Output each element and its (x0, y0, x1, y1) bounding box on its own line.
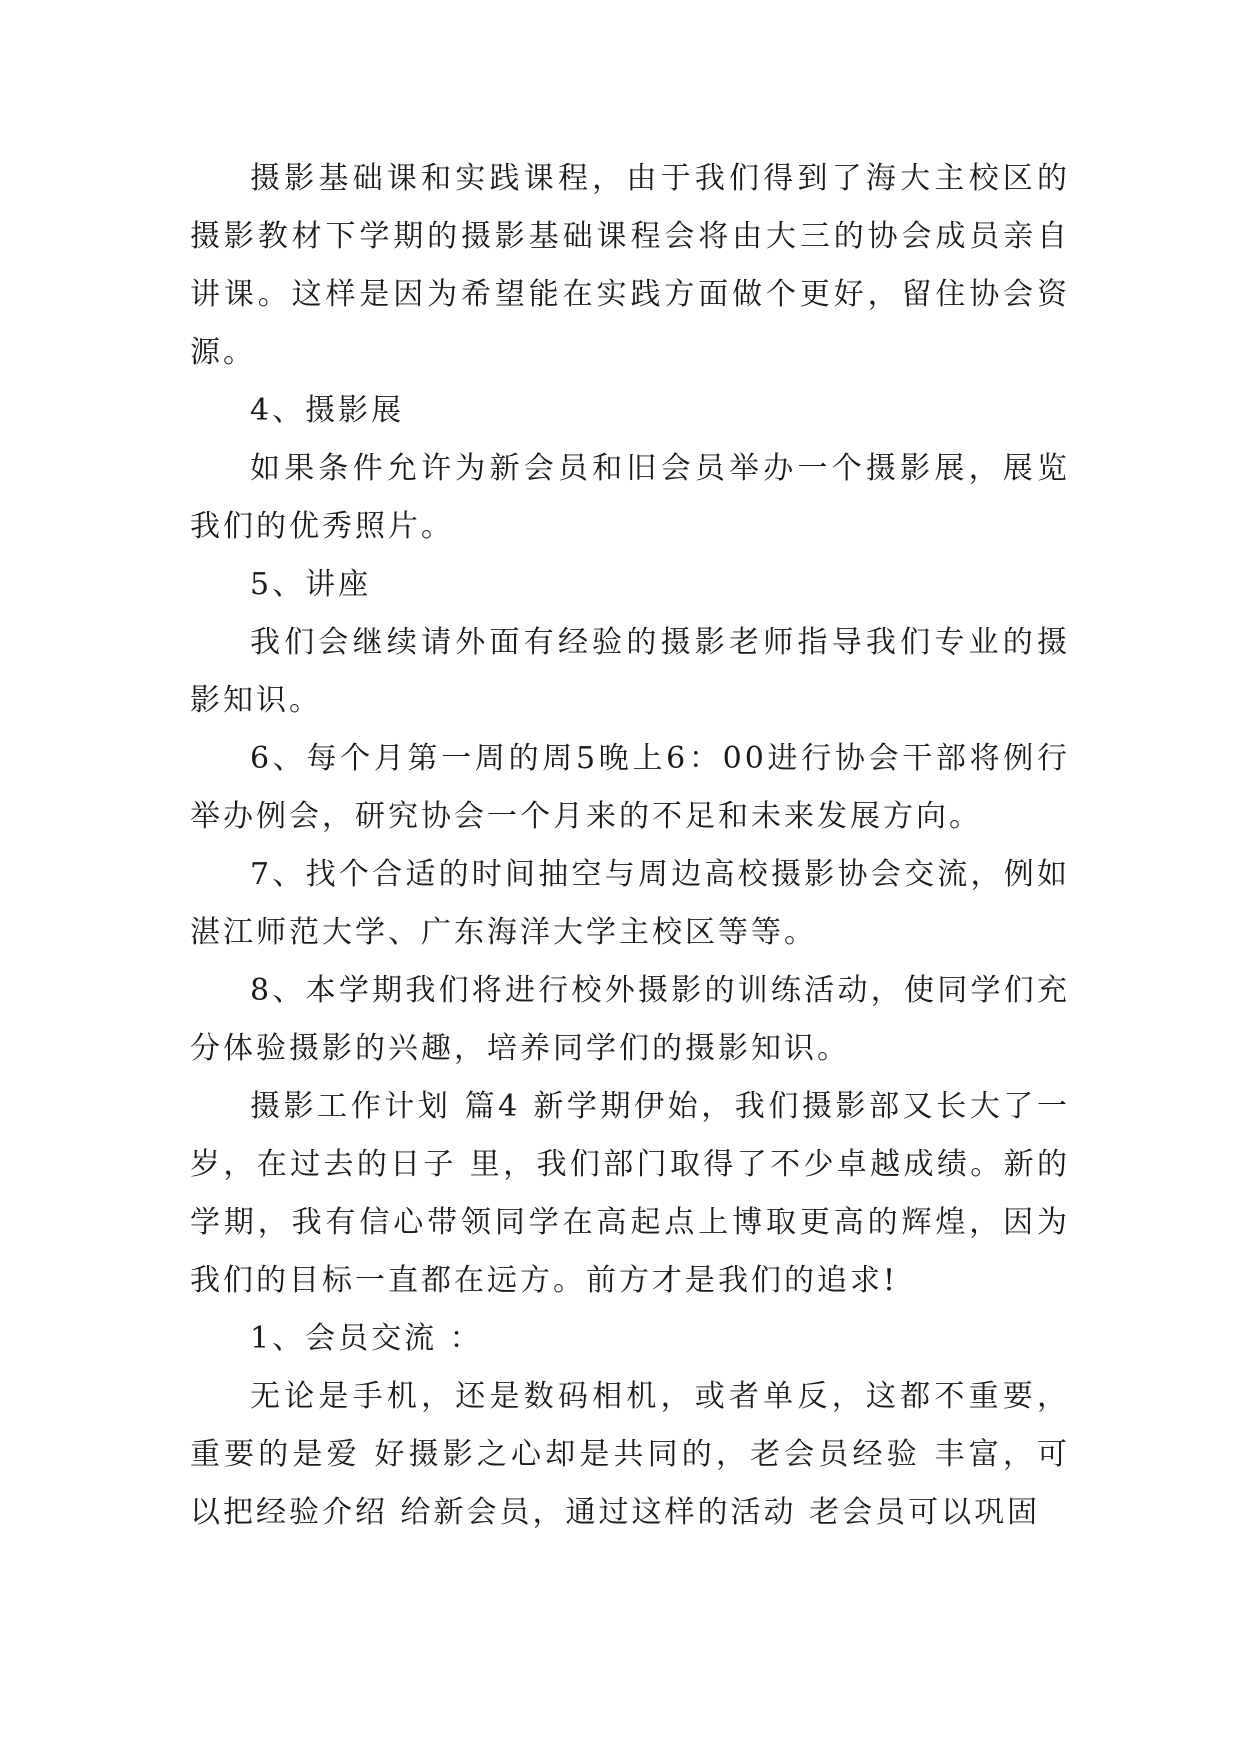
paragraph-lecture: 我们会继续请外面有经验的摄影老师指导我们专业的摄影知识。 (190, 625, 1070, 718)
paragraph-photo-exhibition: 如果条件允许为新会员和旧会员举办一个摄影展，展览我们的优秀照片。 (190, 451, 1070, 544)
heading-member-exchange: 1、会员交流 ： (250, 1321, 483, 1356)
paragraph-monthly-meeting: 6、每个月第一周的周5晚上6：00进行协会干部将例行举办例会，研究协会一个月来的不足和未来发展方向。 (190, 741, 1070, 834)
paragraph-plan-section-4: 摄影工作计划 篇4 新学期伊始，我们摄影部又长大了一岁，在过去的日子 里，我们部门取得了不少卓越成绩。新的学期，我有信心带领同学在高起点上博取更高的辉煌，因为我们的目标一直都在远方。前方才是我们的追求! (190, 1089, 1070, 1298)
heading-photo-exhibition: 4、摄影展 (250, 393, 405, 428)
paragraph-member-exchange: 无论是手机，还是数码相机，或者单反，这都不重要，重要的是爱 好摄影之心却是共同的，老会员经验 丰富，可以把经验介绍 给新会员，通过这样的活动 老会员可以巩固 (190, 1379, 1070, 1530)
paragraph-photography-courses: 摄影基础课和实践课程，由于我们得到了海大主校区的摄影教材下学期的摄影基础课程会将由大三的协会成员亲自讲课。这样是因为希望能在实践方面做个更好，留住协会资源。 (190, 161, 1070, 370)
heading-lecture: 5、讲座 (250, 567, 372, 602)
document-body (190, 150, 1070, 1542)
paragraph-college-exchange: 7、找个合适的时间抽空与周边高校摄影协会交流，例如湛江师范大学、广东海洋大学主校区等等。 (190, 857, 1070, 950)
paragraph-outdoor-training: 8、本学期我们将进行校外摄影的训练活动，使同学们充分体验摄影的兴趣，培养同学们的摄影知识。 (190, 973, 1070, 1066)
